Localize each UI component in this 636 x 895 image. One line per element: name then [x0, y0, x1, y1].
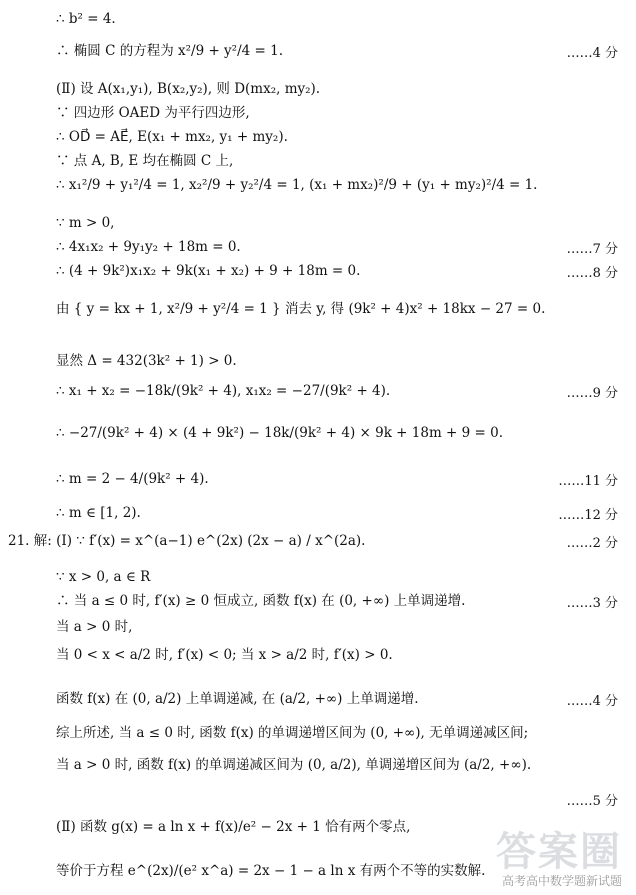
- watermark-text: 答案圈: [496, 829, 622, 875]
- score-marker: ……3 分: [566, 596, 618, 611]
- solution-line: [56, 690, 606, 708]
- line-text: ∴ b² = 4.: [56, 11, 116, 27]
- solution-line: [56, 176, 606, 194]
- line-text: ∴ 4x₁x₂ + 9y₁y₂ + 18m = 0.: [56, 239, 241, 255]
- solution-line: [56, 300, 606, 318]
- line-text: ∴ m ∈ [1, 2).: [56, 505, 141, 521]
- line-text: 等价于方程 e^(2x)/(e² x^a) = 2x − 1 − a ln x 有两个不等的实数解.: [56, 863, 486, 879]
- score-marker: ……9 分: [566, 386, 618, 401]
- line-text: 当 a > 0 时, 函数 f(x) 的单调递减区间为 (0, a/2), 单调递增区间为 (a/2, +∞).: [56, 757, 532, 773]
- score-marker: ……4 分: [566, 694, 618, 709]
- solution-line: [56, 568, 606, 586]
- line-text: ∵ x > 0, a ∈ R: [56, 569, 151, 585]
- solution-line: [56, 424, 606, 442]
- line-text: (Ⅱ) 设 A(x₁,y₁), B(x₂,y₂), 则 D(mx₂, my₂).: [56, 81, 321, 97]
- line-text: 显然 Δ = 432(3k² + 1) > 0.: [56, 353, 237, 369]
- solution-line: [56, 238, 606, 256]
- solution-line: [56, 618, 606, 636]
- solution-line: [56, 104, 606, 122]
- score-marker: ……4 分: [566, 46, 618, 61]
- solution-line: [56, 152, 606, 170]
- line-text: ∴ 当 a ≤ 0 时, f′(x) ≥ 0 恒成立, 函数 f(x) 在 (0, +∞) 上单调递增.: [56, 593, 466, 609]
- score-marker: ……7 分: [566, 242, 618, 257]
- line-text: 函数 f(x) 在 (0, a/2) 上单调递减, 在 (a/2, +∞) 上单调递增.: [56, 691, 419, 707]
- solution-line: [56, 646, 606, 664]
- line-text: ∵ 四边形 OAED 为平行四边形,: [56, 105, 250, 121]
- line-text: ∴ m = 2 − 4/(9k² + 4).: [56, 471, 209, 487]
- solution-line: [56, 592, 606, 610]
- line-text: ∴ x₁²/9 + y₁²/4 = 1, x₂²/9 + y₂²/4 = 1, (x₁ + mx₂)²/9 + (y₁ + my₂)²/4 = 1.: [56, 177, 538, 193]
- watermark-caption: 高考高中数学题新试题: [501, 874, 622, 888]
- solution-line: [8, 532, 606, 550]
- watermark-logo: [496, 820, 622, 888]
- score-marker: ……5 分: [566, 794, 618, 809]
- score-marker: ……8 分: [566, 266, 618, 281]
- line-text: ∴ (4 + 9k²)x₁x₂ + 9k(x₁ + x₂) + 9 + 18m = 0.: [56, 263, 361, 279]
- line-text: 当 a > 0 时,: [56, 619, 133, 635]
- solution-line: [56, 214, 606, 232]
- solution-line: [56, 756, 606, 774]
- solution-line: [56, 42, 606, 60]
- solution-line: [56, 724, 606, 742]
- solution-line: [56, 80, 606, 98]
- score-marker: ……2 分: [566, 536, 618, 551]
- line-text: ∵ 点 A, B, E 均在椭圆 C 上,: [56, 153, 234, 169]
- solution-line: [56, 470, 606, 488]
- score-marker: ……12 分: [558, 508, 618, 523]
- line-text: ∵ m > 0,: [56, 215, 115, 231]
- line-text: 综上所述, 当 a ≤ 0 时, 函数 f(x) 的单调递增区间为 (0, +∞), 无单调递减区间;: [56, 725, 529, 741]
- solution-line: [56, 128, 606, 146]
- line-text: 21. 解: (Ⅰ) ∵ f′(x) = x^(a−1) e^(2x) (2x − a) / x^(2a).: [8, 533, 366, 549]
- solution-line: [56, 352, 606, 370]
- line-text: ∴ 椭圆 C 的方程为 x²/9 + y²/4 = 1.: [56, 43, 284, 59]
- line-text: ∴ OD⃗ = AE⃗, E(x₁ + mx₂, y₁ + my₂).: [56, 129, 288, 145]
- line-text: ∴ x₁ + x₂ = −18k/(9k² + 4), x₁x₂ = −27/(9k² + 4).: [56, 383, 391, 399]
- solution-line: [56, 10, 606, 28]
- line-text: ∴ −27/(9k² + 4) × (4 + 9k²) − 18k/(9k² + 4) × 9k + 18m + 9 = 0.: [56, 425, 504, 441]
- line-text: 由 { y = kx + 1, x²/9 + y²/4 = 1 } 消去 y, 得 (9k² + 4)x² + 18kx − 27 = 0.: [56, 301, 546, 317]
- line-text: 当 0 < x < a/2 时, f′(x) < 0; 当 x > a/2 时, f′(x) > 0.: [56, 647, 393, 663]
- solution-line: [56, 262, 606, 280]
- line-text: (Ⅱ) 函数 g(x) = a ln x + f(x)/e² − 2x + 1 恰有两个零点,: [56, 819, 411, 835]
- solution-line: [56, 382, 606, 400]
- solution-line: [56, 504, 606, 522]
- score-marker: ……11 分: [558, 474, 618, 489]
